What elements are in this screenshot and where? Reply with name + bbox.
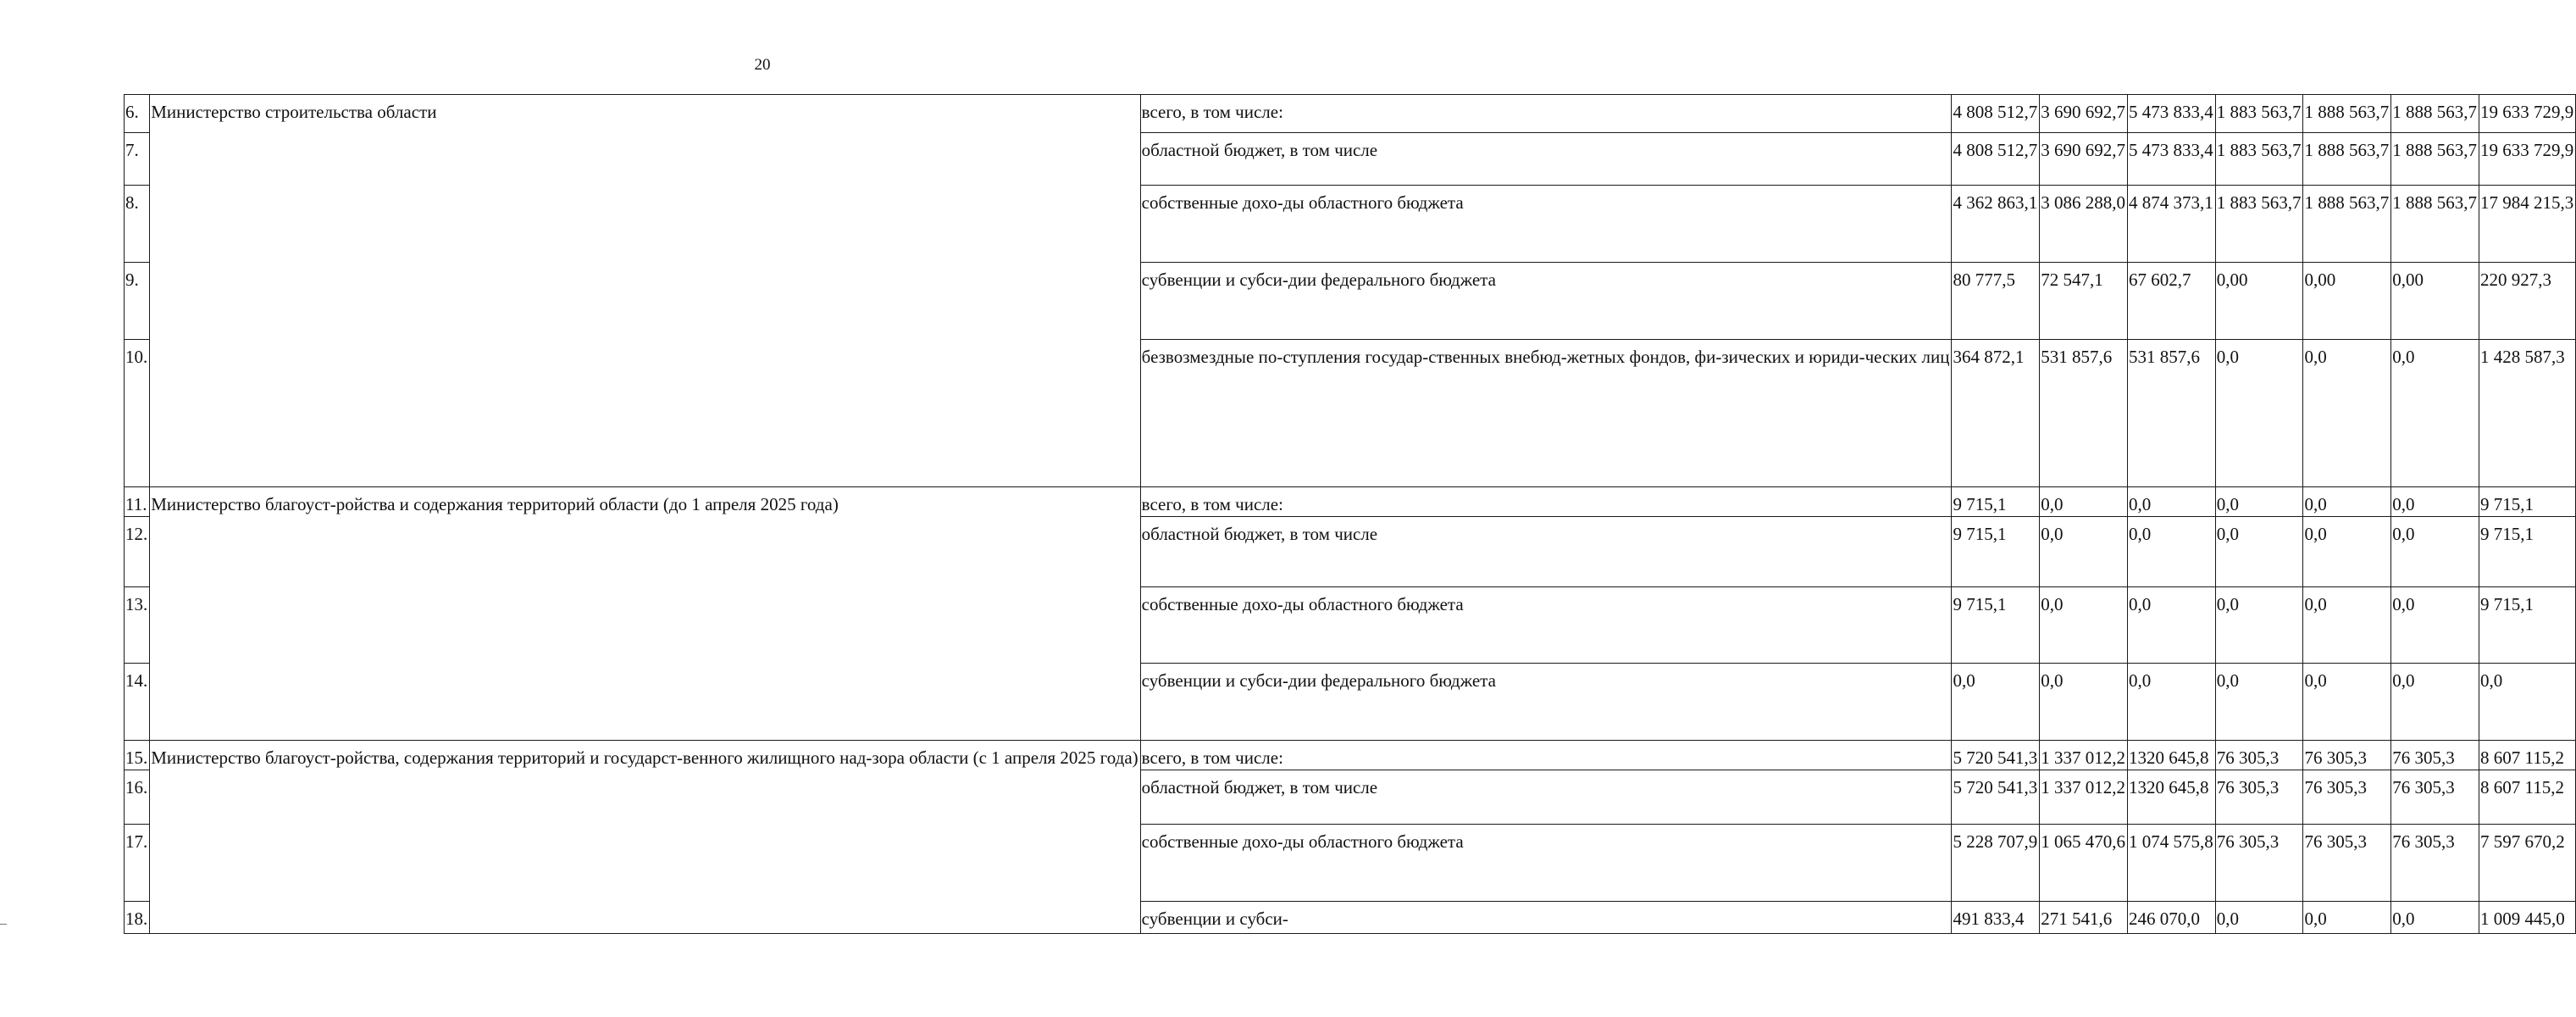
- year-value: 5 473 833,4: [2127, 133, 2215, 186]
- row-number: 14.: [125, 664, 150, 741]
- year-value: 76 305,3: [2215, 770, 2303, 825]
- year-value: 0,00: [2391, 263, 2479, 340]
- year-value: 4 874 373,1: [2127, 186, 2215, 263]
- organization-name: Министерство благоуст-ройства и содержания территорий области (до 1 апреля 2025 года): [150, 487, 1140, 741]
- year-value: 76 305,3: [2303, 770, 2391, 825]
- funding-source: всего, в том числе:: [1140, 487, 1952, 517]
- row-number: 9.: [125, 263, 150, 340]
- year-value: 0,0: [2303, 340, 2391, 487]
- funding-source: областной бюджет, в том числе: [1140, 770, 1952, 825]
- year-value: 0,0: [2215, 340, 2303, 487]
- table-row: [125, 741, 2576, 770]
- total-value: 8 607 115,2: [2479, 770, 2575, 825]
- total-value: 8 607 115,2: [2479, 741, 2575, 770]
- year-value: 1 074 575,8: [2127, 825, 2215, 902]
- page-number: 20: [754, 56, 771, 74]
- year-value: 0,0: [2215, 487, 2303, 517]
- year-value: 5 720 541,3: [1952, 770, 2040, 825]
- total-value: 7 597 670,2: [2479, 825, 2575, 902]
- funding-source: собственные дохо-ды областного бюджета: [1140, 587, 1952, 664]
- funding-source: всего, в том числе:: [1140, 741, 1952, 770]
- year-value: 76 305,3: [2303, 741, 2391, 770]
- year-value: 76 305,3: [2303, 825, 2391, 902]
- year-value: 0,0: [2040, 664, 2128, 741]
- year-value: 76 305,3: [2391, 825, 2479, 902]
- year-value: 0,0: [1952, 664, 2040, 741]
- year-value: 0,0: [2303, 902, 2391, 934]
- funding-source: всего, в том числе:: [1140, 95, 1952, 133]
- budget-table: [124, 94, 2576, 934]
- year-value: 0,0: [2040, 517, 2128, 587]
- year-value: 0,0: [2391, 487, 2479, 517]
- year-value: 1 888 563,7: [2303, 186, 2391, 263]
- total-value: 17 984 215,3: [2479, 186, 2575, 263]
- year-value: 1 883 563,7: [2215, 186, 2303, 263]
- year-value: 0,00: [2303, 263, 2391, 340]
- year-value: 4 362 863,1: [1952, 186, 2040, 263]
- table-row: [125, 95, 2576, 133]
- table-row: [125, 487, 2576, 517]
- funding-source: субвенции и субси-дии федерального бюджета: [1140, 664, 1952, 741]
- total-value: 19 633 729,9: [2479, 133, 2575, 186]
- row-number: 12.: [125, 517, 150, 587]
- year-value: 1 888 563,7: [2391, 95, 2479, 133]
- year-value: 0,0: [2391, 587, 2479, 664]
- year-value: 0,0: [2127, 587, 2215, 664]
- year-value: 3 690 692,7: [2040, 95, 2128, 133]
- row-number: 15.: [125, 741, 150, 770]
- year-value: 1320 645,8: [2127, 741, 2215, 770]
- year-value: 0,0: [2215, 902, 2303, 934]
- year-value: 0,0: [2040, 487, 2128, 517]
- row-number: 13.: [125, 587, 150, 664]
- row-number: 16.: [125, 770, 150, 825]
- year-value: 0,0: [2303, 487, 2391, 517]
- row-number: 6.: [125, 95, 150, 133]
- total-value: 9 715,1: [2479, 487, 2575, 517]
- year-value: 4 808 512,7: [1952, 133, 2040, 186]
- year-value: 1 883 563,7: [2215, 133, 2303, 186]
- total-value: 1 428 587,3: [2479, 340, 2575, 487]
- total-value: 0,0: [2479, 664, 2575, 741]
- row-number: 11.: [125, 487, 150, 517]
- year-value: 0,0: [2215, 664, 2303, 741]
- year-value: 72 547,1: [2040, 263, 2128, 340]
- row-number: 10.: [125, 340, 150, 487]
- year-value: 1 888 563,7: [2391, 186, 2479, 263]
- year-value: 76 305,3: [2215, 825, 2303, 902]
- year-value: 9 715,1: [1952, 517, 2040, 587]
- year-value: 0,0: [2215, 587, 2303, 664]
- total-value: 9 715,1: [2479, 587, 2575, 664]
- funding-source: собственные дохо-ды областного бюджета: [1140, 825, 1952, 902]
- funding-source: безвозмездные по-ступления государ-ственных внебюд-жетных фондов, фи-зических и юриди-ческих лиц: [1140, 340, 1952, 487]
- year-value: 0,0: [2391, 340, 2479, 487]
- row-number: 7.: [125, 133, 150, 186]
- year-value: 1 888 563,7: [2303, 133, 2391, 186]
- year-value: 0,0: [2127, 664, 2215, 741]
- year-value: 364 872,1: [1952, 340, 2040, 487]
- year-value: 531 857,6: [2127, 340, 2215, 487]
- year-value: 80 777,5: [1952, 263, 2040, 340]
- year-value: 67 602,7: [2127, 263, 2215, 340]
- year-value: 246 070,0: [2127, 902, 2215, 934]
- year-value: 0,0: [2391, 517, 2479, 587]
- year-value: 1 337 012,2: [2040, 741, 2128, 770]
- year-value: 271 541,6: [2040, 902, 2128, 934]
- year-value: 5 228 707,9: [1952, 825, 2040, 902]
- year-value: 0,0: [2391, 902, 2479, 934]
- margin-mark: [0, 924, 7, 925]
- year-value: 1 065 470,6: [2040, 825, 2128, 902]
- year-value: 0,00: [2215, 263, 2303, 340]
- organization-name: Министерство благоуст-ройства, содержания территорий и государст-венного жилищного над-зора области (с 1 апреля 2025 года): [150, 741, 1140, 934]
- year-value: 76 305,3: [2391, 770, 2479, 825]
- year-value: 76 305,3: [2215, 741, 2303, 770]
- organization-name: Министерство строительства области: [150, 95, 1140, 487]
- total-value: 220 927,3: [2479, 263, 2575, 340]
- year-value: 1320 645,8: [2127, 770, 2215, 825]
- funding-source: собственные дохо-ды областного бюджета: [1140, 186, 1952, 263]
- row-number: 8.: [125, 186, 150, 263]
- year-value: 0,0: [2040, 587, 2128, 664]
- total-value: 9 715,1: [2479, 517, 2575, 587]
- year-value: 0,0: [2391, 664, 2479, 741]
- year-value: 9 715,1: [1952, 587, 2040, 664]
- year-value: 1 883 563,7: [2215, 95, 2303, 133]
- year-value: 4 808 512,7: [1952, 95, 2040, 133]
- year-value: 0,0: [2215, 517, 2303, 587]
- year-value: 1 337 012,2: [2040, 770, 2128, 825]
- year-value: 491 833,4: [1952, 902, 2040, 934]
- year-value: 531 857,6: [2040, 340, 2128, 487]
- row-number: 17.: [125, 825, 150, 902]
- year-value: 9 715,1: [1952, 487, 2040, 517]
- funding-source: субвенции и субси-: [1140, 902, 1952, 934]
- year-value: 0,0: [2303, 587, 2391, 664]
- funding-source: областной бюджет, в том числе: [1140, 133, 1952, 186]
- row-number: 18.: [125, 902, 150, 934]
- year-value: 1 888 563,7: [2303, 95, 2391, 133]
- year-value: 5 720 541,3: [1952, 741, 2040, 770]
- year-value: 0,0: [2303, 664, 2391, 741]
- year-value: 1 888 563,7: [2391, 133, 2479, 186]
- total-value: 1 009 445,0: [2479, 902, 2575, 934]
- year-value: 0,0: [2127, 517, 2215, 587]
- year-value: 0,0: [2127, 487, 2215, 517]
- year-value: 3 086 288,0: [2040, 186, 2128, 263]
- year-value: 0,0: [2303, 517, 2391, 587]
- funding-source: субвенции и субси-дии федерального бюджета: [1140, 263, 1952, 340]
- total-value: 19 633 729,9: [2479, 95, 2575, 133]
- year-value: 5 473 833,4: [2127, 95, 2215, 133]
- year-value: 3 690 692,7: [2040, 133, 2128, 186]
- funding-source: областной бюджет, в том числе: [1140, 517, 1952, 587]
- year-value: 76 305,3: [2391, 741, 2479, 770]
